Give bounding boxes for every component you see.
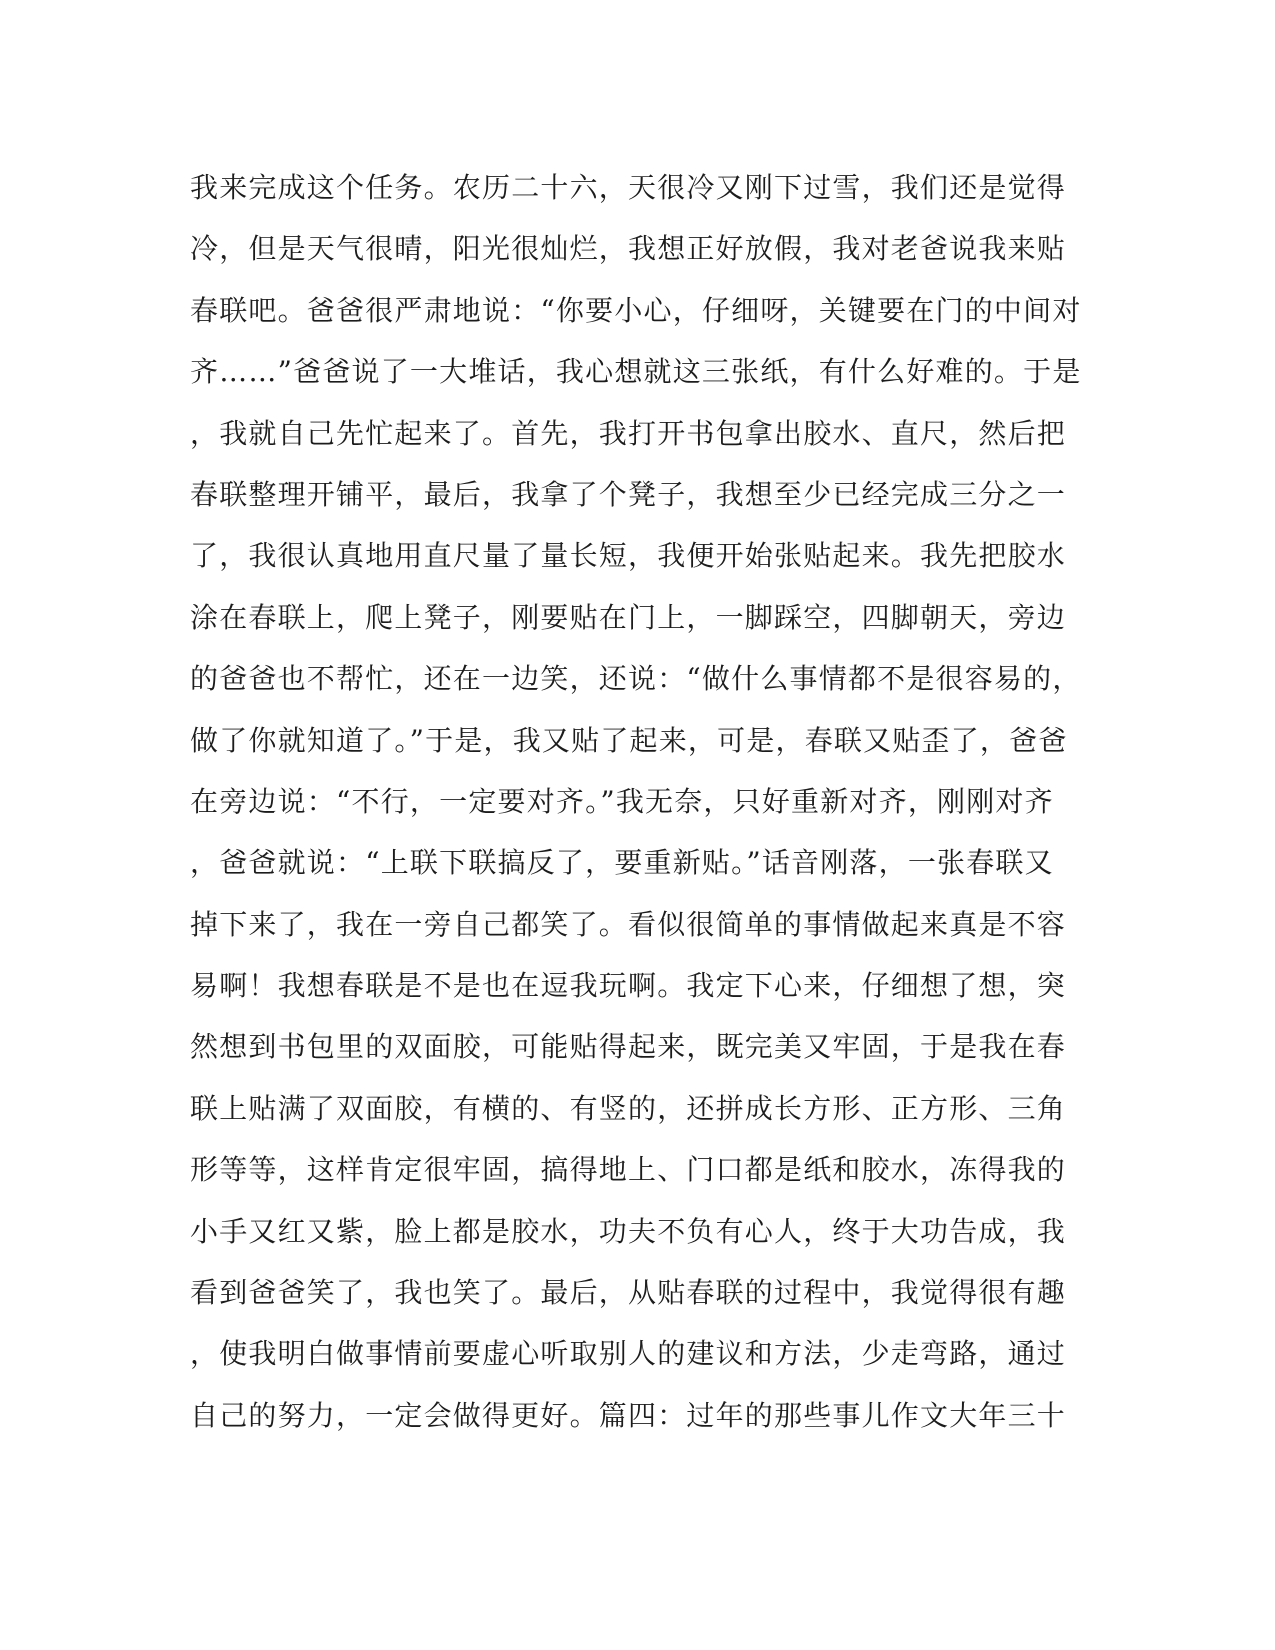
text-line: 联上贴满了双面胶，有横的、有竖的，还拼成长方形、正方形、三角 xyxy=(190,1091,1067,1125)
text-line: 小手又红又紫，脸上都是胶水，功夫不负有心人，终于大功告成，我 xyxy=(190,1214,1067,1248)
text-line: ，爸爸就说：“上联下联搞反了，要重新贴。”话音刚落，一张春联又 xyxy=(190,846,1054,880)
text-line: 春联吧。爸爸很严肃地说：“你要小心，仔细呀，关键要在门的中间对 xyxy=(190,293,1082,327)
text-line: 冷，但是天气很晴，阳光很灿烂，我想正好放假，我对老爸说我来贴 xyxy=(190,232,1067,266)
text-line: 自己的努力，一定会做得更好。篇四：过年的那些事儿作文大年三十 xyxy=(190,1398,1067,1432)
text-line: 涂在春联上，爬上凳子，刚要贴在门上，一脚踩空，四脚朝天，旁边 xyxy=(190,600,1067,634)
text-line: 看到爸爸笑了，我也笑了。最后，从贴春联的过程中，我觉得很有趣 xyxy=(190,1276,1067,1310)
text-line: 易啊！我想春联是不是也在逗我玩啊。我定下心来，仔细想了想，突 xyxy=(190,969,1067,1003)
text-line: ，使我明白做事情前要虚心听取别人的建议和方法，少走弯路，通过 xyxy=(190,1337,1067,1371)
text-line: 掉下来了，我在一旁自己都笑了。看似很简单的事情做起来真是不容 xyxy=(190,907,1067,941)
text-line: ，我就自己先忙起来了。首先，我打开书包拿出胶水、直尺，然后把 xyxy=(190,416,1067,450)
essay-text-block xyxy=(190,168,1082,1457)
text-line: 在旁边说：“不行，一定要对齐。”我无奈，只好重新对齐，刚刚对齐 xyxy=(190,784,1054,818)
text-line: 我来完成这个任务。农历二十六，天很冷又刚下过雪，我们还是觉得 xyxy=(190,171,1067,204)
text-line: 形等等，这样肯定很牢固，搞得地上、门口都是纸和胶水，冻得我的 xyxy=(190,1153,1067,1187)
text-line: 做了你就知道了。”于是，我又贴了起来，可是，春联又贴歪了，爸爸 xyxy=(190,723,1068,757)
text-line: 了，我很认真地用直尺量了量长短，我便开始张贴起来。我先把胶水 xyxy=(190,539,1067,573)
text-line: 齐……”爸爸说了一大堆话，我心想就这三张纸，有什么好难的。于是 xyxy=(190,355,1082,389)
text-line: 的爸爸也不帮忙，还在一边笑，还说：“做什么事情都不是很容易的， xyxy=(190,662,1082,696)
text-line: 然想到书包里的双面胶，可能贴得起来，既完美又牢固，于是我在春 xyxy=(190,1030,1067,1064)
text-line: 春联整理开铺平，最后，我拿了个凳子，我想至少已经完成三分之一 xyxy=(190,477,1067,511)
